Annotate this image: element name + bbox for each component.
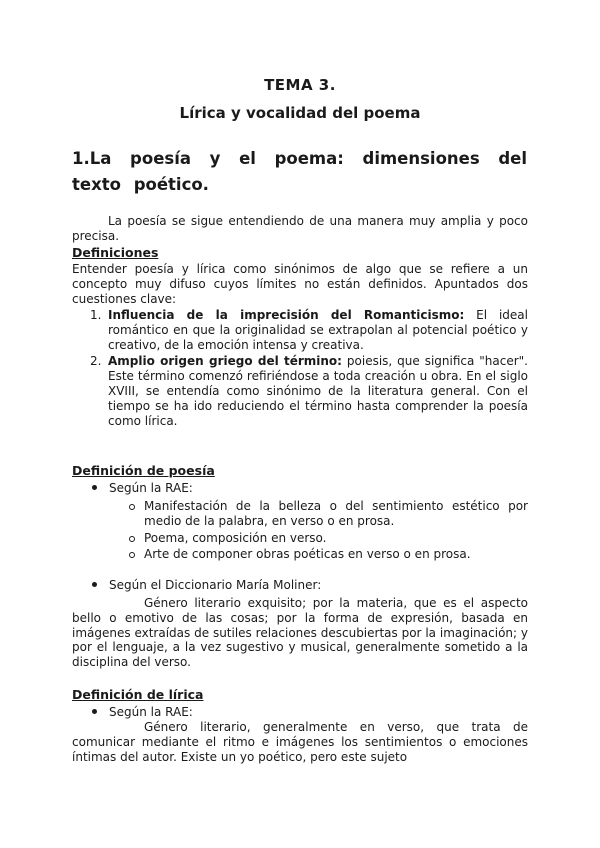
list-number: 2. [90, 354, 102, 369]
bullet-icon [92, 485, 97, 490]
definiciones-paragraph: Entender poesía y lírica como sinónimos de algo que se refiere a un concepto muy difuso cuyos límites no están definidos. Apuntados dos cuestiones clave: [72, 262, 528, 306]
circle-bullet-icon [129, 552, 135, 558]
bullet-rae-lirica [90, 705, 193, 720]
document-subtitle: Lírica y vocalidad del poema [179, 104, 421, 122]
rae-definitions-list [126, 499, 528, 564]
poesia-heading: Definición de poesía [72, 463, 215, 478]
bullet-moliner [90, 578, 321, 593]
list-item-bold: Influencia de la imprecisión del Romanticismo: [108, 308, 465, 322]
list-item: Arte de componer obras poéticas en verso o en prosa. [126, 547, 528, 562]
list-item: Manifestación de la belleza o del sentimiento estético por medio de la palabra, en verso o en prosa. [126, 499, 528, 529]
lirica-definition: Género literario, generalmente en verso, que trata de comunicar mediante el ritmo e imágenes los sentimientos o emociones íntimas del autor. Existe un yo poético, pero este sujeto [72, 720, 528, 764]
list-item-bold: Amplio origen griego del término: [108, 354, 342, 369]
document-title: TEMA 3. [264, 76, 336, 94]
circle-bullet-icon [129, 504, 135, 510]
bullet-rae-poesia [90, 481, 193, 496]
lirica-heading: Definición de lírica [72, 687, 204, 702]
key-questions-list [90, 308, 528, 430]
bullet-icon [92, 582, 97, 587]
bullet-label: Según la RAE: [109, 705, 193, 719]
list-item [90, 354, 528, 428]
bullet-label: Según el Diccionario María Moliner: [109, 578, 322, 592]
list-item: Poema, composición en verso. [126, 531, 528, 546]
moliner-definition: Género literario exquisito; por la materia, que es el aspecto bello o emotivo de las cosas; por la forma de expresión, basada en imágenes extraídas de sutiles relaciones descubiertas por la imaginación; y por el lenguaje, a la vez sugestivo y musical, generalmente sometido a la disciplina del verso. [72, 596, 528, 670]
list-item [90, 308, 528, 352]
bullet-label: Según la RAE: [109, 481, 193, 495]
bullet-icon [92, 709, 97, 714]
definiciones-heading: Definiciones [72, 245, 159, 260]
list-item-text: poiesis, que significa "hacer". Este término comenzó refiriéndose a toda creación u obra. En el siglo XVIII, se entendía como sinónimo de la literatura general. Con el tiempo se ha ido reduciendo el término hasta comprender la poesía como lírica. [108, 354, 528, 428]
list-number: 1. [90, 308, 102, 322]
section-heading: 1.La poesía y el poema: dimensiones del texto poético. [72, 149, 527, 194]
list-item-text: El ideal romántico en que la originalidad se extrapolan al potencial poético y creativo, de la emoción intensa y creativa. [108, 308, 528, 352]
intro-paragraph: La poesía se sigue entendiendo de una manera muy amplia y poco precisa. [72, 214, 528, 243]
circle-bullet-icon [129, 536, 135, 542]
